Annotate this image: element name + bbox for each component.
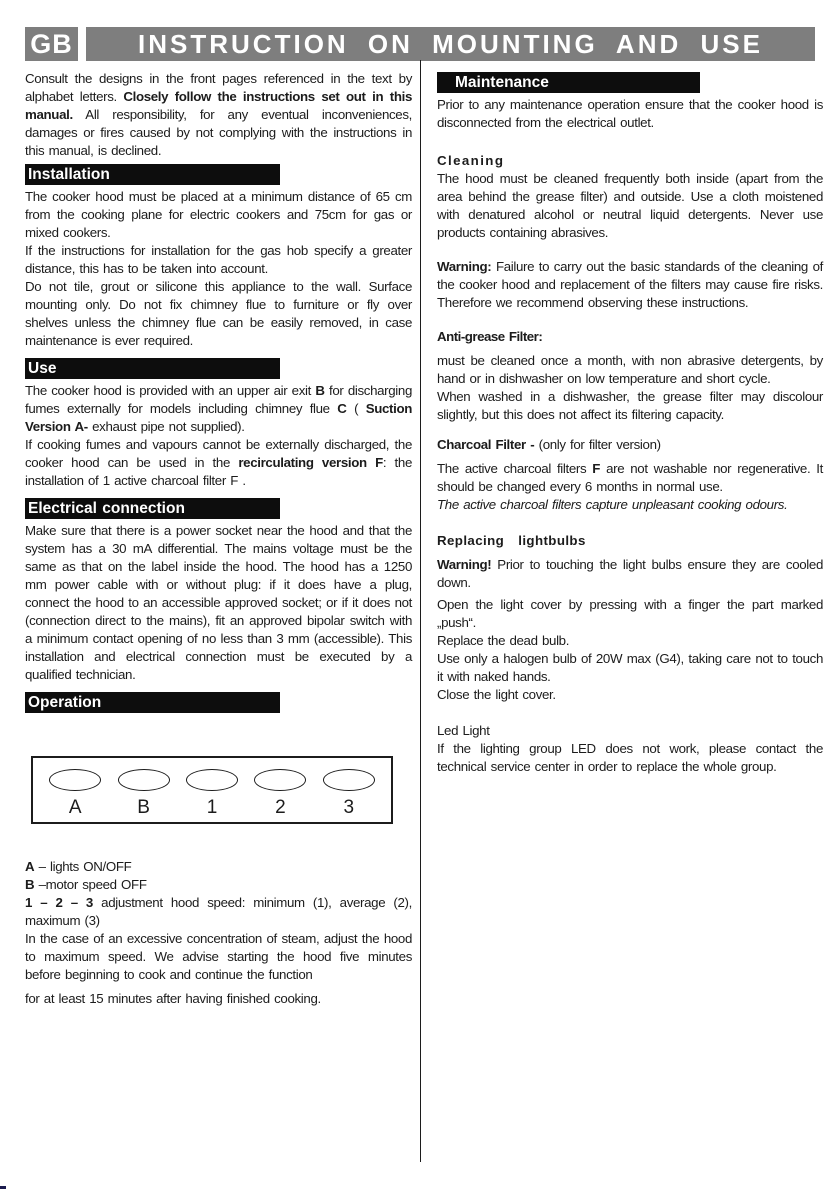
control-panel-diagram (31, 756, 393, 824)
heading-replacing-lightbulbs: Replacing lightbulbs (437, 533, 586, 548)
heading-anti-grease-filter: Anti-grease Filter: (437, 329, 543, 344)
led-light-paragraph: If the lighting group LED does not work, please contact the technical service center in order to replace the whole group. (437, 741, 823, 774)
section-header-use: Use (25, 358, 280, 379)
bulbs-step-paragraph: Open the light cover by pressing with a finger the part marked „push“. (437, 597, 823, 630)
panel-button-label: 2 (275, 797, 286, 818)
button-oval-icon (254, 769, 306, 791)
right-column (437, 70, 823, 776)
button-oval-icon (118, 769, 170, 791)
panel-button-2 (246, 758, 314, 822)
operation-note: In the case of an excessive concentration of steam, adjust the hood to maximum speed. We advise starting the hood five minutes before beginning to cook and continue the function (25, 931, 412, 982)
panel-button-label: B (137, 797, 150, 818)
bulbs-step-paragraph: Use only a halogen bulb of 20W max (G4), taking care not to touch it with naked hands. (437, 651, 823, 684)
anti-grease-paragraph: must be cleaned once a month, with non abrasive detergents, by hand or in dishwasher on low temperature and short cycle. (437, 353, 823, 386)
intro-paragraph: Consult the designs in the front pages referenced in the text by alphabet letters. Closely follow the instructions set out in this manual. All responsibility, for any eventual inconveniences, damages or fires caused by not complying with the instructions in this manual, is declined. (25, 71, 412, 158)
charcoal-paragraph: The active charcoal filters F are not washable nor regenerative. It should be changed every 6 months in normal use. (437, 461, 823, 494)
panel-button-label: 3 (343, 797, 355, 818)
bulbs-step-paragraph: Replace the dead bulb. (437, 633, 570, 648)
installation-paragraph: If the instructions for installation for the gas hob specify a greater distance, this has to be taken into account. (25, 243, 412, 276)
anti-grease-paragraph: When washed in a dishwasher, the grease filter may discolour slightly, but this does not affect its filtering capacity. (437, 389, 823, 422)
maintenance-paragraph: Prior to any maintenance operation ensure that the cooker hood is disconnected from the electrical outlet. (437, 97, 823, 130)
heading-cleaning: Cleaning (437, 153, 505, 168)
operation-note-continued: for at least 15 minutes after having finished cooking. (25, 991, 321, 1006)
use-paragraph: The cooker hood is provided with an upper air exit B for discharging fumes externally for models including chimney flue C ( Suction Version A- exhaust pipe not supplied). (25, 383, 412, 434)
bulbs-warning-paragraph: Warning! Prior to touching the light bulbs ensure they are cooled down. (437, 557, 823, 590)
led-light-title: Led Light (437, 723, 490, 738)
left-column (25, 70, 412, 1008)
legend-line-a: A – lights ON/OFF (25, 859, 132, 874)
print-registration-mark (0, 1186, 6, 1189)
section-header-electrical-connection: Electrical connection (25, 498, 280, 519)
button-oval-icon (186, 769, 238, 791)
section-header-installation: Installation (25, 164, 280, 185)
legend-line-123: 1 – 2 – 3 adjustment hood speed: minimum (1), average (2), maximum (3) (25, 895, 412, 928)
charcoal-odours-note: The active charcoal filters capture unpleasant cooking odours. (437, 497, 788, 512)
panel-button-label: A (68, 797, 82, 818)
installation-paragraph: Do not tile, grout or silicone this appliance to the wall. Surface mounting only. Do not fix chimney flue to furniture or fly over shelves unless the chimney flue can be easily removed, in case maintenance is ever required. (25, 279, 412, 348)
panel-button-1 (178, 758, 246, 822)
electrical-paragraph: Make sure that there is a power socket near the hood and that the system has a 30 mA differential. The mains voltage must be the same as that on the label inside the hood. The hood has a 1250 mm power cable with or without plug: if it does have a plug, connect the hood to an accessible approved socket; or if it does not (connection direct to the mains), fit an approved bipolar switch with a minimum contact opening of no less than 3 mm (accessible). This installation and electrical connection must be executed by a qualified technician. (25, 523, 412, 682)
country-code-badge: GB (25, 27, 78, 61)
panel-button-3 (315, 758, 383, 822)
section-header-operation: Operation (25, 692, 280, 713)
heading-charcoal-filter: Charcoal Filter - (only for filter version) (437, 437, 661, 452)
cleaning-paragraph: The hood must be cleaned frequently both inside (apart from the area behind the grease filter) and outside. Use a cloth moistened with denatured alcohol or neutral liquid detergents. Never use products containing abrasives. (437, 171, 823, 240)
button-oval-icon (49, 769, 101, 791)
cleaning-warning-paragraph: Warning: Failure to carry out the basic standards of the cleaning of the cooker hood and replacement of the filters may cause fire risks. Therefore we recommend observing these instructions. (437, 259, 823, 310)
panel-button-label: 1 (206, 797, 218, 818)
use-paragraph: If cooking fumes and vapours cannot be externally discharged, the cooker hood can be used in the recirculating version F: the installation of 1 active charcoal filter F . (25, 437, 412, 488)
button-oval-icon (323, 769, 375, 791)
column-divider (420, 60, 421, 1162)
legend-line-b: B –motor speed OFF (25, 877, 147, 892)
panel-button-a (41, 758, 109, 822)
panel-button-b (109, 758, 177, 822)
installation-paragraph: The cooker hood must be placed at a minimum distance of 65 cm from the cooking plane for electric cookers and 75cm for gas or mixed cookers. (25, 189, 412, 240)
page-title: INSTRUCTION ON MOUNTING AND USE (86, 27, 815, 61)
section-header-maintenance: Maintenance (437, 72, 700, 93)
bulbs-step-paragraph: Close the light cover. (437, 687, 556, 702)
